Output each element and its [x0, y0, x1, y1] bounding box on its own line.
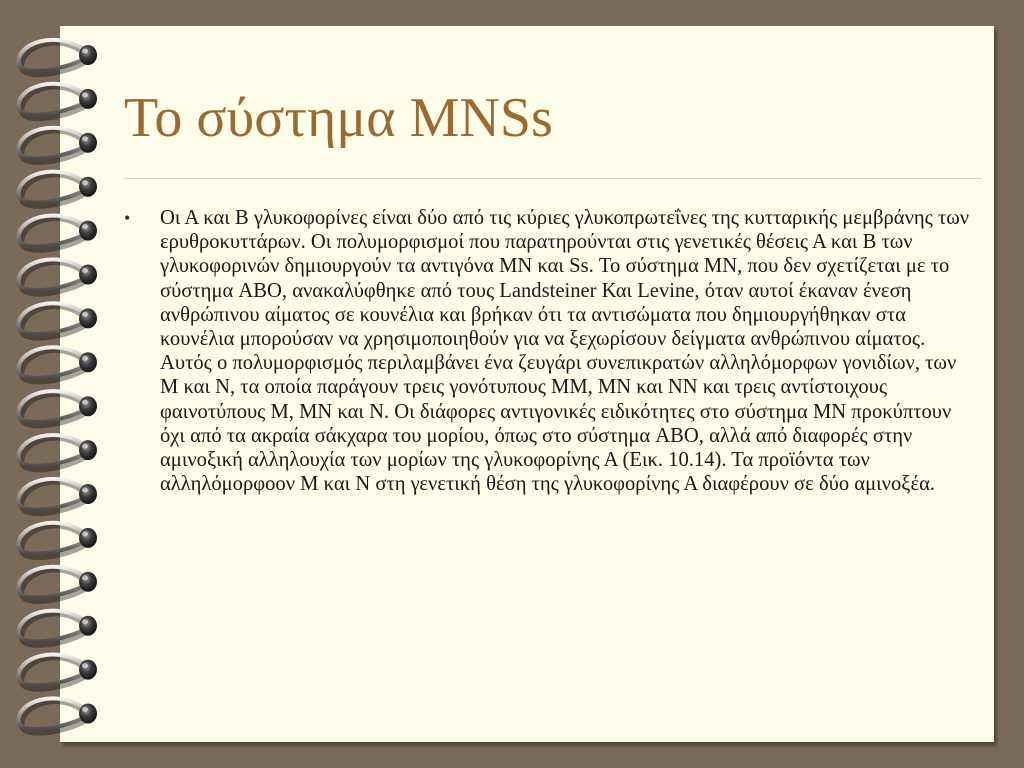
- spiral-ring: [19, 303, 97, 338]
- spiral-ring: [19, 84, 97, 119]
- slide-title: Το σύστημα MNSs: [124, 87, 553, 149]
- spiral-ring: [19, 655, 97, 690]
- bullet-text: Οι Α και Β γλυκοφορίνες είναι δύο από τις κύριες γλυκοπρωτεΐνες της κυτταρικής μεμβράνης των ερυθροκυττάρων. Οι πολυμορφισμοί που παρατηρούνται στις γενετικές θέσεις Α και Β των γλυκοφορινών δημιουργούν τα αντιγόνα MN και Ss. Το σύστημα MN, που δεν σχετίζεται με το σύστημα ABO, ανακαλύφθηκε από τους Landsteiner Και Levine, όταν αυτοί έκαναν ένεση ανθρώπινου αίματος σε κουνέλια και βρήκαν ότι τα αντισώματα που δημιουργήθηκαν στα κουνέλια μπορούσαν να χρησιμοποιηθούν για να ξεχωρίσουν δείγματα ανθρώπινου αίματος. Αυτός ο πολυμορφισμός περιλαμβάνει ένα ζευγάρι συνεπικρατών αλληλόμορφων γονιδίων, των M και N, τα οποία παράγουν τρεις γονότυπους MM, MN και NN και τρεις αντίστοιχους φαινοτύπους M, MN και N. Οι διάφορες αντιγονικές ειδικότητες στο σύστημα MN προκύπτουν όχι από τα ακραία σάκχαρα του μορίου, όπως στο σύστημα ABO, αλλά από διαφορές στην αμινοξική αλληλουχία των μορίων της γλυκοφορίνης Α (Εικ. 10.14). Τα προϊόντα των αλληλόμορφοον M και N στη γενετική θέση της γλυκοφορίνης Α διαφέρουν σε δύο αμινοξέα.: [160, 207, 970, 496]
- title-divider: [124, 178, 982, 179]
- bullet-list: [122, 206, 972, 496]
- spiral-ring: [19, 391, 97, 426]
- spiral-ring: [19, 698, 97, 733]
- notebook-page: [60, 26, 994, 742]
- bullet-item: [122, 206, 972, 496]
- spiral-ring: [19, 347, 97, 382]
- spiral-ring: [19, 611, 97, 646]
- bullet-icon: •: [124, 208, 131, 228]
- spiral-ring: [19, 216, 97, 251]
- spiral-ring: [19, 479, 97, 514]
- spiral-binding: [0, 0, 110, 768]
- spiral-ring: [19, 40, 97, 75]
- spiral-ring: [19, 128, 97, 163]
- spiral-ring: [19, 567, 97, 602]
- spiral-ring: [19, 259, 97, 294]
- spiral-ring: [19, 523, 97, 558]
- spiral-ring: [19, 435, 97, 470]
- spiral-ring: [19, 172, 97, 207]
